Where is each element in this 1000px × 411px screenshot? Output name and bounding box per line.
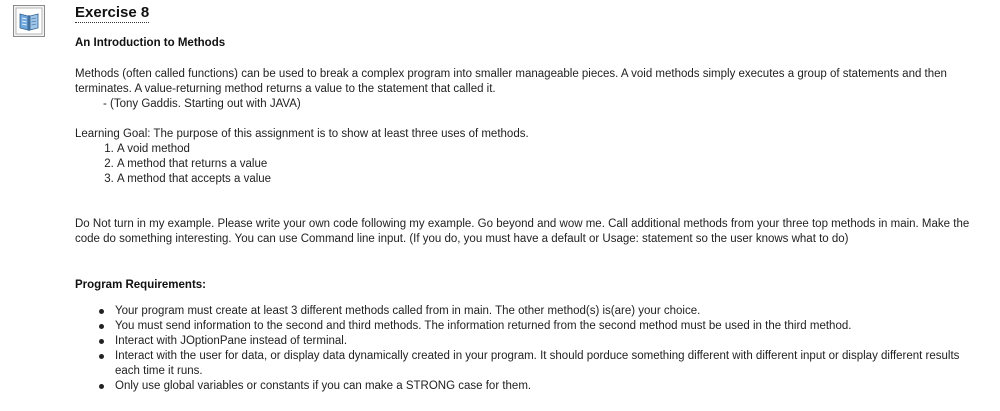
requirements-list (75, 304, 985, 394)
list-item: 1. A void method (117, 142, 985, 157)
list-item: Interact with JOptionPane instead of terminal. (115, 334, 985, 349)
learning-goal-section (75, 127, 985, 187)
list-item: 2. A method that returns a value (117, 157, 985, 172)
page-subtitle: An Introduction to Methods (75, 37, 226, 49)
requirements-heading: Program Requirements: (75, 279, 207, 291)
instructions-paragraph: Do Not turn in my example. Please write your own code following my example. Go beyond and wow me. Call additional methods from your three top methods in main. Make the code do something interesting. You can use Command line input. (If you do, you must have a default or Usage: statement so the user knows what to do) (75, 218, 970, 245)
book-page-icon (13, 5, 45, 37)
list-item: 3. A method that accepts a value (117, 172, 985, 187)
intro-section (75, 67, 985, 112)
list-item: Your program must create at least 3 different methods called from in main. The other method(s) is(are) your choice. (115, 304, 985, 319)
instructions-section (75, 217, 985, 247)
page-title: Exercise 8 (75, 4, 150, 21)
learning-goal-text: Learning Goal: The purpose of this assignment is to show at least three uses of methods. (75, 128, 529, 140)
list-item: Interact with the user for data, or display data dynamically created in your program. It should porduce something different with different input or display different results each time it runs. (115, 349, 985, 379)
learning-goal-list (75, 142, 985, 187)
list-item: You must send information to the second and third methods. The information returned from the second method must be used in the third method. (115, 319, 985, 334)
intro-citation: - (Tony Gaddis. Starting out with JAVA) (103, 98, 301, 110)
intro-paragraph: Methods (often called functions) can be used to break a complex program into smaller manageable pieces. A void methods simply executes a group of statements and then terminates. A value-returning method returns a value to the statement that called it. (75, 68, 947, 95)
requirements-section (75, 304, 985, 394)
list-item: Only use global variables or constants if you can make a STRONG case for them. (115, 379, 985, 394)
